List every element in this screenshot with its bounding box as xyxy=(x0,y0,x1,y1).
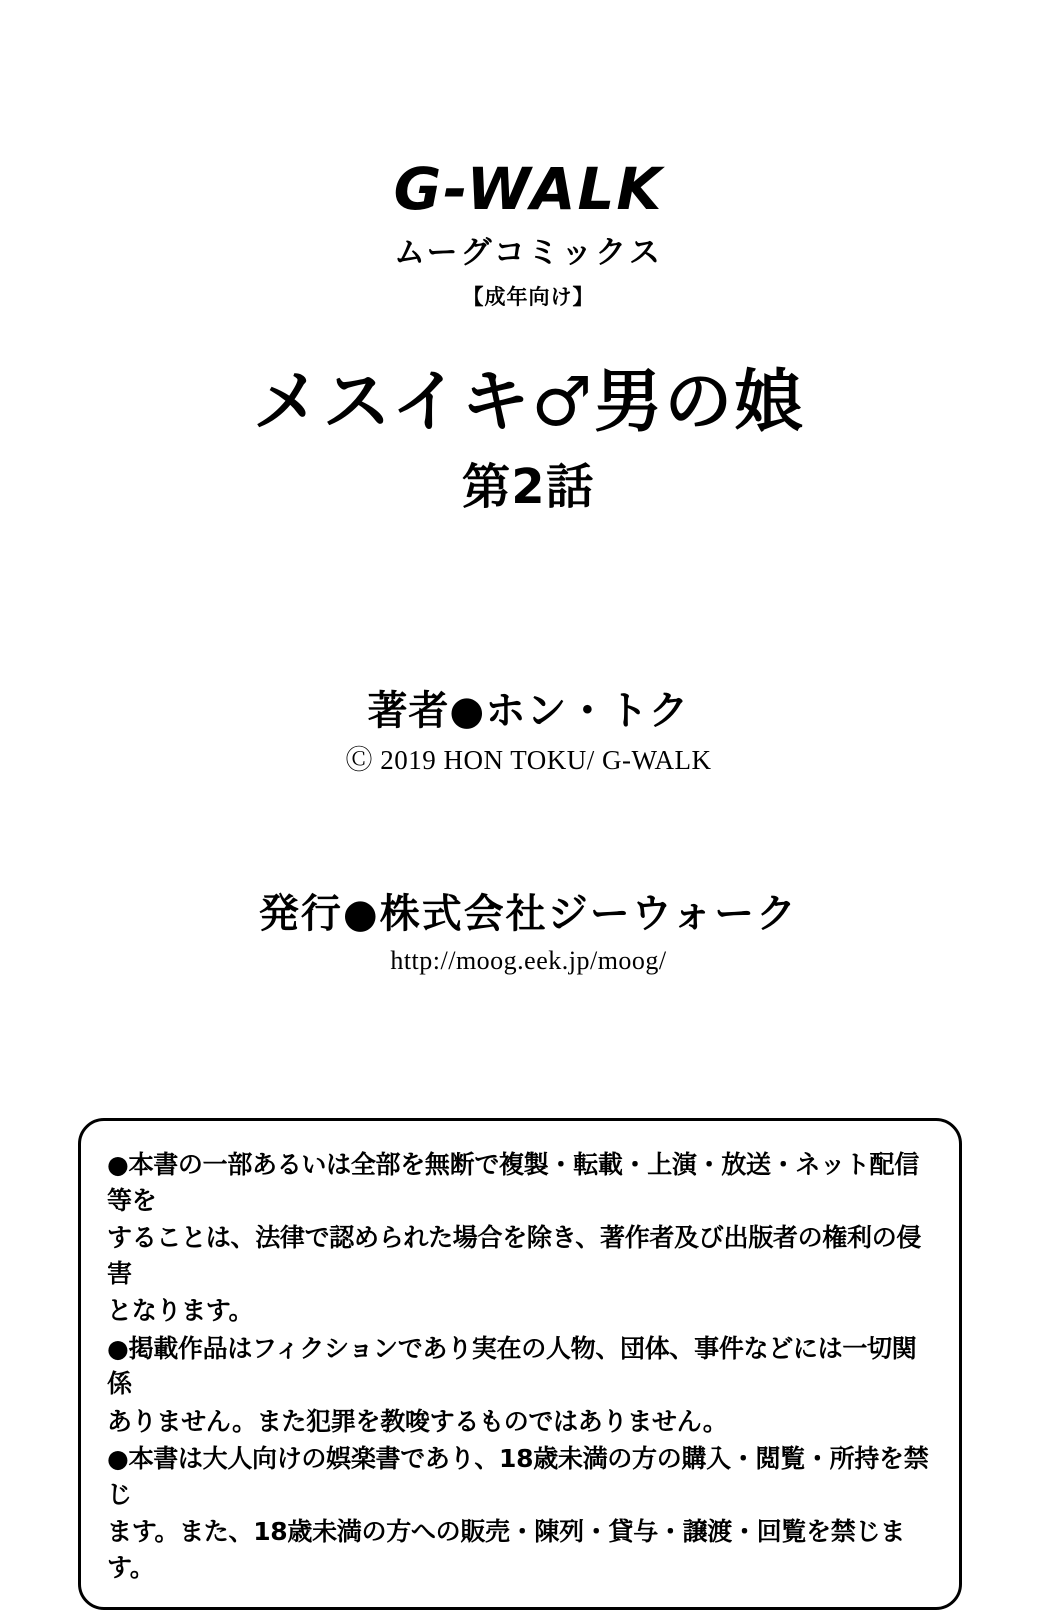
publisher-block xyxy=(0,890,1057,975)
publisher-credit: 発行●株式会社ジーウォーク xyxy=(258,890,799,937)
age-rating-badge: 【成年向け】 xyxy=(462,285,595,309)
legal-notice-line: ●本書の一部あるいは全部を無断で複製・転載・上演・放送・ネット配信等を xyxy=(107,1150,919,1215)
legal-notice-line: ●掲載作品はフィクションであり実在の人物、団体、事件などには一切関係 xyxy=(107,1333,917,1398)
brand-imprint-label: ムーグコミックス xyxy=(394,235,663,271)
chapter-label: 第2話 xyxy=(462,458,595,515)
page-title: メスイキ♂男の娘 xyxy=(252,363,805,442)
legal-notice-line: ます。また、18歳未満の方への販売・陳列・貸与・譲渡・回覧を禁じます。 xyxy=(107,1517,905,1582)
credits-block xyxy=(0,687,1057,775)
legal-notice-line: することは、法律で認められた場合を除き、著作者及び出版者の権利の侵害 xyxy=(107,1223,922,1288)
legal-notice-line: ●本書は大人向けの娯楽書であり、18歳未満の方の購入・閲覧・所持を禁じ xyxy=(107,1444,929,1509)
publisher-url[interactable]: http://moog.eek.jp/moog/ xyxy=(390,945,667,975)
author-credit: 著者●ホン・トク xyxy=(367,687,690,734)
legal-notice-line: となります。 xyxy=(107,1296,254,1325)
legal-notice-box xyxy=(78,1118,962,1610)
title-block xyxy=(0,363,1057,515)
copyright-notice: Ⓒ 2019 HON TOKU/ G-WALK xyxy=(345,744,712,775)
publisher-logo-block xyxy=(0,0,1057,308)
brand-logo: G-WALK xyxy=(393,155,664,223)
legal-notice-line: ありません。また犯罪を教唆するものではありません。 xyxy=(107,1406,728,1436)
